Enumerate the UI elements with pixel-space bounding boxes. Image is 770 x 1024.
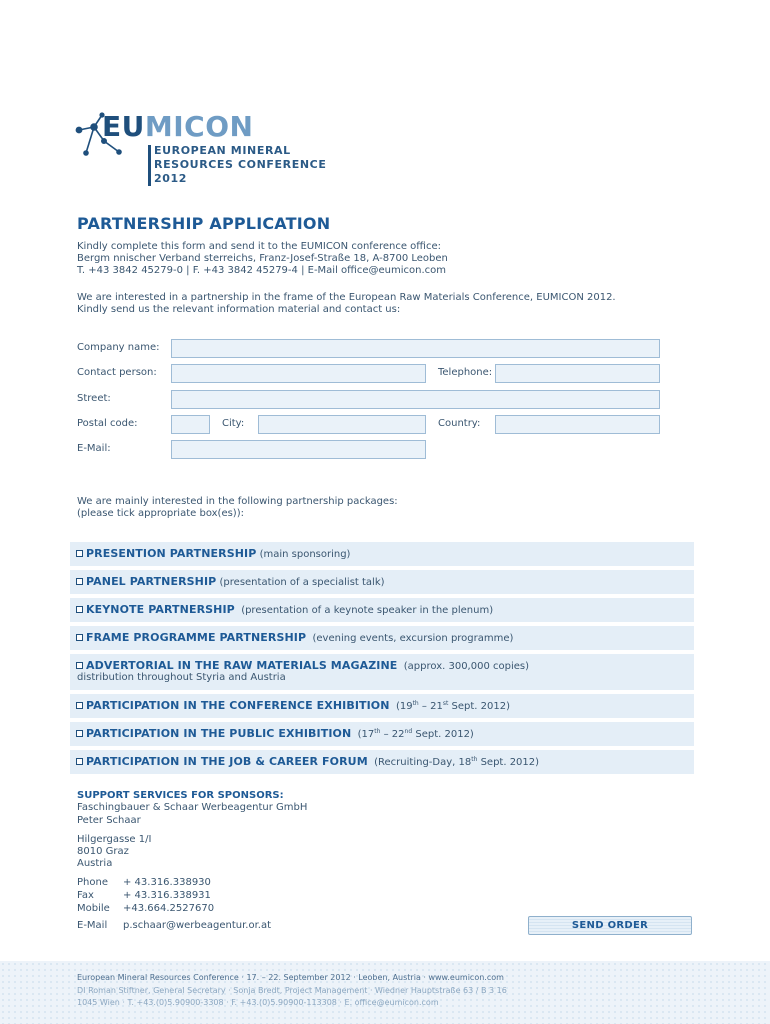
footer-line-3: 1045 Wien · T. +43.(0)5.90900-3308 · F. +43.(0)5.90900-113308 · E. office@eumicon.com bbox=[77, 998, 439, 1007]
phone-label: Phone bbox=[77, 877, 108, 888]
company-name-label: Company name: bbox=[77, 342, 160, 353]
intro-line-5: Kindly send us the relevant information material and contact us: bbox=[77, 304, 401, 315]
country-field[interactable] bbox=[495, 415, 660, 434]
package-name: KEYNOTE PARTNERSHIP bbox=[86, 603, 235, 616]
package-row-conference-exhibition[interactable] bbox=[70, 694, 694, 718]
street-field[interactable] bbox=[171, 390, 660, 409]
fax-value: + 43.316.338931 bbox=[123, 890, 211, 901]
package-name: FRAME PROGRAMME PARTNERSHIP bbox=[86, 631, 307, 644]
logo-divider bbox=[148, 145, 151, 186]
support-country: Austria bbox=[77, 858, 113, 869]
intro-line-1: Kindly complete this form and send it to the EUMICON conference office: bbox=[77, 241, 441, 252]
footer-line-1: European Mineral Resources Conference · 17. – 22. September 2012 · Leoben, Austria · www.eumicon.com bbox=[77, 973, 504, 982]
package-desc-line-2: distribution throughout Styria and Austria bbox=[77, 672, 286, 683]
intro-line-2: Bergm nnischer Verband sterreichs, Franz-Josef-Straße 18, A-8700 Leoben bbox=[77, 253, 448, 264]
package-row-public-exhibition[interactable] bbox=[70, 722, 694, 746]
support-person: Peter Schaar bbox=[77, 815, 141, 826]
fax-label: Fax bbox=[77, 890, 94, 901]
city-field[interactable] bbox=[258, 415, 426, 434]
postal-code-label: Postal code: bbox=[77, 418, 138, 429]
package-name: PARTICIPATION IN THE PUBLIC EXHIBITION bbox=[86, 727, 352, 740]
package-desc: (evening events, excursion programme) bbox=[312, 633, 514, 644]
package-name: PANEL PARTNERSHIP bbox=[86, 575, 217, 588]
package-desc: (presentation of a keynote speaker in the plenum) bbox=[241, 605, 494, 616]
checkbox[interactable] bbox=[76, 634, 83, 641]
city-label: City: bbox=[222, 418, 245, 429]
intro-line-4: We are interested in a partnership in the frame of the European Raw Materials Conference, EUMICON 2012. bbox=[77, 292, 616, 303]
package-desc: (17th – 22nd Sept. 2012) bbox=[357, 728, 474, 740]
checkbox[interactable] bbox=[76, 730, 83, 737]
checkbox[interactable] bbox=[76, 606, 83, 613]
support-company: Faschingbauer & Schaar Werbeagentur GmbH bbox=[77, 802, 308, 813]
package-desc: (Recruiting-Day, 18th Sept. 2012) bbox=[374, 756, 540, 768]
logo-micon: MICON bbox=[144, 110, 254, 143]
company-name-field[interactable] bbox=[171, 339, 660, 358]
checkbox[interactable] bbox=[76, 550, 83, 557]
support-city: 8010 Graz bbox=[77, 846, 129, 857]
email-label: E-Mail: bbox=[77, 443, 111, 454]
logo-sub-line1: EUROPEAN MINERAL bbox=[154, 144, 291, 157]
postal-code-field[interactable] bbox=[171, 415, 210, 434]
page-title: PARTNERSHIP APPLICATION bbox=[77, 214, 331, 233]
support-street: Hilgergasse 1/I bbox=[77, 834, 152, 845]
checkbox[interactable] bbox=[76, 662, 83, 669]
mobile-label: Mobile bbox=[77, 903, 110, 914]
mobile-value: +43.664.2527670 bbox=[123, 903, 215, 914]
street-label: Street: bbox=[77, 393, 111, 404]
telephone-field[interactable] bbox=[495, 364, 660, 383]
country-label: Country: bbox=[438, 418, 481, 429]
email-field[interactable] bbox=[171, 440, 426, 459]
package-desc: (presentation of a specialist talk) bbox=[219, 577, 385, 588]
package-name: PARTICIPATION IN THE JOB & CAREER FORUM bbox=[86, 755, 368, 768]
logo-subtitle bbox=[154, 144, 326, 186]
package-desc: (main sponsoring) bbox=[259, 549, 351, 560]
package-desc: (approx. 300,000 copies) bbox=[403, 661, 530, 672]
contact-person-label: Contact person: bbox=[77, 367, 157, 378]
intro-line-3: T. +43 3842 45279-0 | F. +43 3842 45279-4 | E-Mail office@eumicon.com bbox=[77, 265, 446, 276]
telephone-label: Telephone: bbox=[438, 367, 493, 378]
package-row-panel[interactable] bbox=[70, 570, 694, 594]
footer-line-2: DI Roman Stiftner, General Secretary · Sonja Bredt, Project Management · Wiedner Hauptstraße 63 / B 3 16 bbox=[77, 986, 507, 995]
checkbox[interactable] bbox=[76, 702, 83, 709]
contact-person-field[interactable] bbox=[171, 364, 426, 383]
email-contact-value: p.schaar@werbeagentur.or.at bbox=[123, 920, 272, 931]
email-contact-label: E-Mail bbox=[77, 920, 108, 931]
package-name: ADVERTORIAL IN THE RAW MATERIALS MAGAZINE bbox=[86, 659, 398, 672]
package-row-keynote[interactable] bbox=[70, 598, 694, 622]
send-order-button[interactable]: SEND ORDER bbox=[528, 916, 692, 935]
package-row-frame-programme[interactable] bbox=[70, 626, 694, 650]
checkbox[interactable] bbox=[76, 578, 83, 585]
package-row-presention[interactable] bbox=[70, 542, 694, 566]
package-row-job-career-forum[interactable] bbox=[70, 750, 694, 774]
packages-intro-line-1: We are mainly interested in the following partnership packages: bbox=[77, 496, 398, 507]
checkbox[interactable] bbox=[76, 758, 83, 765]
package-name: PRESENTION PARTNERSHIP bbox=[86, 547, 257, 560]
support-heading: SUPPORT SERVICES FOR SPONSORS: bbox=[77, 790, 284, 801]
logo-wordmark bbox=[102, 112, 253, 142]
package-name: PARTICIPATION IN THE CONFERENCE EXHIBITION bbox=[86, 699, 390, 712]
logo-sub-line2: RESOURCES CONFERENCE bbox=[154, 158, 327, 171]
phone-value: + 43.316.338930 bbox=[123, 877, 211, 888]
logo-eu: EU bbox=[102, 110, 145, 143]
packages-intro-line-2: (please tick appropriate box(es)): bbox=[77, 508, 244, 519]
logo-sub-line3: 2012 bbox=[154, 172, 188, 185]
package-row-advertorial[interactable] bbox=[70, 654, 694, 690]
package-desc: (19th – 21st Sept. 2012) bbox=[395, 700, 510, 712]
